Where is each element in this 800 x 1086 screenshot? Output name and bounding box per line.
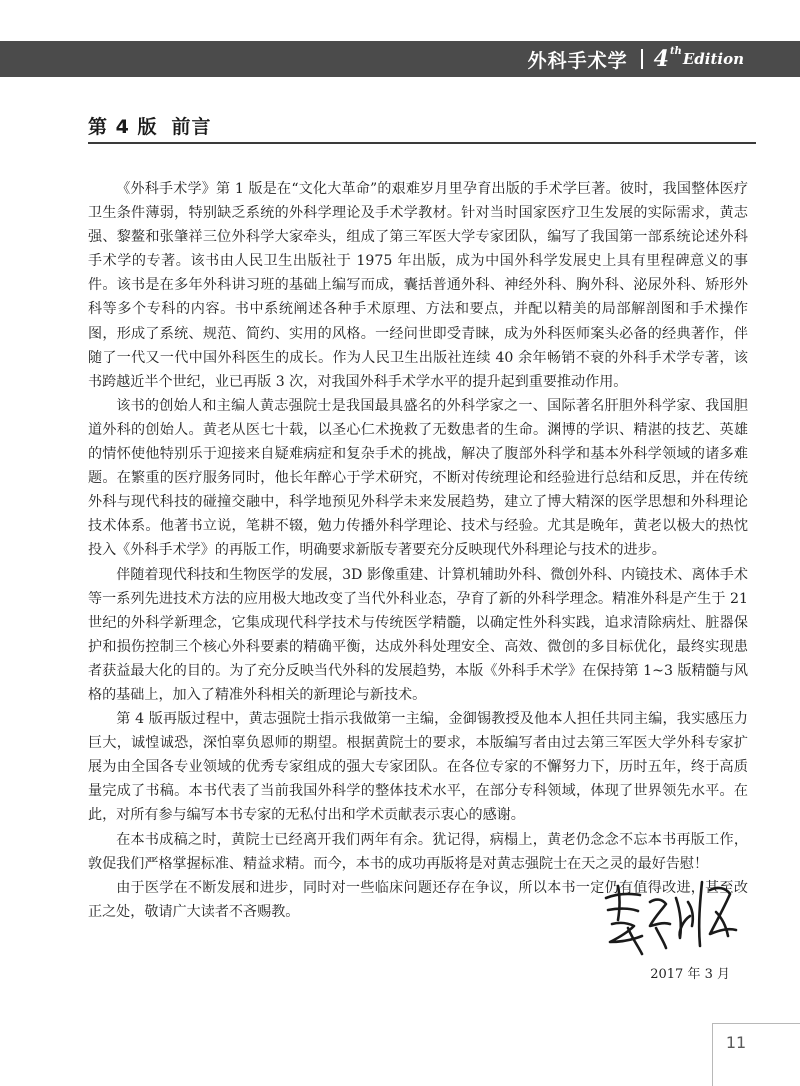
header-divider [641,49,643,69]
edition-word: Edition [682,50,744,68]
footer-rule [712,1023,800,1024]
section-title [88,112,211,139]
edition-suffix: th [669,45,682,57]
header-banner [0,41,800,77]
preface-paragraph-3: 伴随着现代科技和生物医学的发展，3D 影像重建、计算机辅助外科、微创外科、内镜技术、离体手术等一系列先进技术方法的应用极大地改变了当代外科业态，孕育了新的外科学理念。精准外科是产生于 21 世纪的外科学新理念，它集成现代科学技术与传统医学精髓，以确定性外科实践，追求清除病灶、脏器保护和损伤控制三个核心外科要素的精确平衡，达成外科处理安全、高效、微创的多目标优化，最终实现患者获益最大化的目的。为了充分反映当代外科的发展趋势，本版《外科手术学》在保持第 1~3 版精髓与风格的基础上，加入了精准外科相关的新理论与新技术。 [88,566,748,703]
preface-paragraph-1: 《外科手术学》第 1 版是在“文化大革命”的艰难岁月里孕育出版的手术学巨著。彼时，我国整体医疗卫生条件薄弱，特别缺乏系统的外科学理论及手术学教材。针对当时国家医疗卫生发展的实际需求，黄志强、黎鳌和张肇祥三位外科学大家牵头，组成了第三军医大学专家团队，编写了我国第一部系统论述外科手术学的专著。该书由人民卫生出版社于 1975 年出版，成为中国外科学发展史上具有里程碑意义的事件。该书是在多年外科讲习班的基础上编写而成，囊括普通外科、神经外科、胸外科、泌尿外科、矫形外科等多个专科的内容。书中系统阐述各种手术原理、方法和要点，并配以精美的局部解剖图和手术操作图，形成了系统、规范、简约、实用的风格。一经问世即受青睐，成为外科医师案头必备的经典著作，伴随了一代又一代中国外科医生的成长。作为人民卫生出版社连续 40 余年畅销不衰的外科手术学专著，该书跨越近半个世纪，业已再版 3 次，对我国外科手术学水平的提升起到重要推动作用。 [88,181,748,390]
preface-paragraph-5: 在本书成稿之时，黄院士已经离开我们两年有余。犹记得，病榻上，黄老仍念念不忘本书再版工作，敦促我们严格掌握标准、精益求精。而今，本书的成功再版将是对黄志强院士在天之灵的最好告慰！ [88,831,748,872]
signature-scrawl-icon [598,868,750,964]
section-title-prefix: 第 4 版 [88,116,158,138]
title-rule [88,142,756,144]
preface-paragraph-4: 第 4 版再版过程中，黄志强院士指示我做第一主编，金御锡教授及他本人担任共同主编，我实感压力巨大，诚惶诚恐，深怕辜负恩师的期望。根据黄院士的要求，本版编写者由过去第三军医大学外科专家扩展为由全国各专业领域的优秀专家组成的强大专家团队。在各位专家的不懈努力下，历时五年，终于高质量完成了书稿。本书代表了当前我国外科学的整体技术水平，在部分专科领域，体现了世界领先水平。在此，对所有参与编写本书专家的无私付出和学术贡献表示衷心的感谢。 [88,711,748,824]
preface-paragraph-2: 该书的创始人和主编人黄志强院士是我国最具盛名的外科学家之一、国际著名肝胆外科学家、我国胆道外科的创始人。黄老从医七十载，以圣心仁术挽救了无数患者的生命。渊博的学识、精湛的技艺、英雄的情怀使他特别乐于迎接来自疑难病症和复杂手术的挑战，解决了腹部外科学和基本外科学领域的诸多难题。在繁重的医疗服务同时，他长年醉心于学术研究，不断对传统理论和经验进行总结和反思，并在传统外科与现代科技的碰撞交融中，科学地预见外科学未来发展趋势，建立了博大精深的医学思想和外科理论技术体系。他著书立说，笔耕不辍，勉力传播外科学理论、技术与经验。尤其是晚年，黄老以极大的热忱投入《外科手术学》的再版工作，明确要求新版专著要充分反映现代外科理论与技术的进步。 [88,397,748,559]
preface-body [88,177,748,924]
book-title: 外科手术学 [527,49,628,72]
page-number: 11 [725,1033,747,1052]
preface-paragraph-6: 由于医学在不断发展和进步，同时对一些临床问题还存在争议，所以本书一定仍有值得改进，甚至改正之处，敬请广大读者不吝赐教。 [88,879,748,920]
edition-number: 4 [653,46,669,72]
section-title-word: 前言 [171,116,212,138]
signature [598,868,750,964]
header-title-group [528,46,744,72]
date: 2017 年 3 月 [650,967,730,982]
